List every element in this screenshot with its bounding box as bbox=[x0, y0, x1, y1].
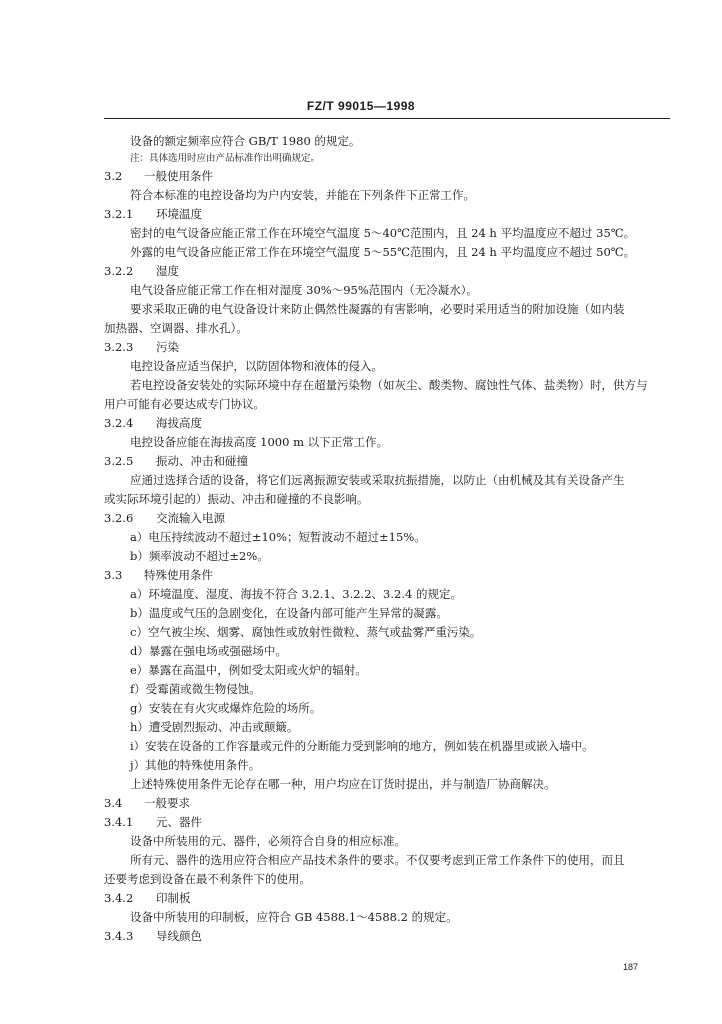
body-text-line: 所有元、器件的选用应符合相应产品技术条件的要求。不仅要考虑到正常工作条件下的使用，而且 bbox=[130, 853, 625, 867]
standard-code-header: FZ/T 99015—1998 bbox=[306, 99, 416, 113]
section-title: 污染 bbox=[156, 340, 179, 354]
section-title: 导线颜色 bbox=[156, 929, 202, 943]
body-text-line: 电气设备应能正常工作在相对湿度 30%～95%范围内（无冷凝水）。 bbox=[130, 283, 479, 297]
section-number: 3.2.4 bbox=[104, 416, 134, 430]
section-title: 海拔高度 bbox=[156, 416, 202, 430]
section-title: 湿度 bbox=[156, 264, 179, 278]
body-text-line: 符合本标准的电控设备均为户内安装，并能在下列条件下正常工作。 bbox=[130, 188, 475, 202]
list-item: d）暴露在强电场或强磁场中。 bbox=[130, 644, 287, 658]
list-item: a）环境温度、湿度、海拔不符合 3.2.1、3.2.2、3.2.4 的规定。 bbox=[130, 587, 462, 601]
list-item: b）频率波动不超过±2%。 bbox=[130, 549, 269, 563]
section-number: 3.2.5 bbox=[104, 454, 134, 468]
body-text-line: 外露的电气设备应能正常工作在环境空气温度 5～55℃范围内，且 24 h 平均温度应不超过 50℃。 bbox=[130, 245, 636, 259]
section-heading-3-2 bbox=[104, 169, 213, 183]
list-item: h）遭受剧烈振动、冲击或颠簸。 bbox=[130, 720, 299, 734]
section-heading-3-4 bbox=[104, 796, 190, 810]
list-item: j）其他的特殊使用条件。 bbox=[130, 758, 261, 772]
section-heading-3-2-3 bbox=[104, 340, 179, 354]
section-heading-3-2-4 bbox=[104, 416, 202, 430]
body-text-line: 设备的额定频率应符合 GB/T 1980 的规定。 bbox=[130, 134, 361, 148]
body-text-line: 电控设备应能在海拔高度 1000 m 以下正常工作。 bbox=[130, 435, 389, 449]
body-text-line: 还要考虑到设备在最不利条件下的使用。 bbox=[104, 872, 311, 886]
section-title: 振动、冲击和碰撞 bbox=[156, 454, 248, 468]
list-item: g）安装在有火灾或爆炸危险的场所。 bbox=[130, 701, 322, 715]
section-number: 3.4.2 bbox=[104, 891, 134, 905]
section-title: 交流输入电源 bbox=[156, 511, 225, 525]
body-text-line: 电控设备应适当保护，以防固体物和液体的侵入。 bbox=[130, 359, 383, 373]
section-title: 特殊使用条件 bbox=[144, 568, 213, 582]
section-number: 3.2.1 bbox=[104, 207, 134, 221]
section-number: 3.2.6 bbox=[104, 511, 134, 525]
body-text-line: 若电控设备安装处的实际环境中存在超量污染物（如灰尘、酸类物、腐蚀性气体、盐类物）时，供方与 bbox=[130, 378, 648, 392]
section-heading-3-2-6 bbox=[104, 511, 225, 525]
section-number: 3.3 bbox=[104, 568, 123, 582]
body-text-line: 上述特殊使用条件无论存在哪一种，用户均应在订货时提出，并与制造厂协商解决。 bbox=[130, 777, 556, 791]
list-item: b）温度或气压的急剧变化，在设备内部可能产生异常的凝露。 bbox=[130, 606, 448, 620]
list-item: i）安装在设备的工作容量或元件的分断能力受到影响的地方，例如装在机器里或嵌入墙中。 bbox=[130, 739, 594, 753]
body-text-line: 用户可能有必要达成专门协议。 bbox=[104, 397, 265, 411]
section-heading-3-2-5 bbox=[104, 454, 248, 468]
section-title: 环境温度 bbox=[156, 207, 202, 221]
section-heading-3-4-3 bbox=[104, 929, 202, 943]
list-item: f）受霉菌或微生物侵蚀。 bbox=[130, 682, 261, 696]
section-heading-3-2-1 bbox=[104, 207, 202, 221]
section-number: 3.4.1 bbox=[104, 815, 134, 829]
body-text-line: 设备中所装用的印制板，应符合 GB 4588.1～4588.2 的规定。 bbox=[130, 910, 458, 924]
body-text-line: 要求采取正确的电气设备设计来防止偶然性凝露的有害影响，必要时采用适当的附加设施（如内装 bbox=[130, 302, 625, 316]
list-item: e）暴露在高温中，例如受太阳或火炉的辐射。 bbox=[130, 663, 367, 677]
section-heading-3-2-2 bbox=[104, 264, 179, 278]
section-number: 3.2.2 bbox=[104, 264, 134, 278]
section-number: 3.2 bbox=[104, 169, 123, 183]
section-number: 3.2.3 bbox=[104, 340, 134, 354]
body-text-line: 密封的电气设备应能正常工作在环境空气温度 5～40℃范围内，且 24 h 平均温度应不超过 35℃。 bbox=[130, 226, 636, 240]
list-item: a）电压持续波动不超过±10%；短暂波动不超过±15%。 bbox=[130, 530, 426, 544]
body-text-line: 或实际环境引起的）振动、冲击和碰撞的不良影响。 bbox=[104, 492, 369, 506]
body-text-line: 应通过选择合适的设备，将它们远离振源安装或采取抗振措施，以防止（由机械及其有关设备产生 bbox=[130, 473, 625, 487]
section-heading-3-3 bbox=[104, 568, 213, 582]
body-text-line: 加热器、空调器、排水孔）。 bbox=[104, 321, 248, 335]
section-title: 元、器件 bbox=[156, 815, 202, 829]
section-heading-3-4-1 bbox=[104, 815, 202, 829]
note-line: 注：具体选用时应由产品标准作出明确规定。 bbox=[130, 153, 321, 164]
body-text-line: 设备中所装用的元、器件，必须符合自身的相应标准。 bbox=[130, 834, 406, 848]
section-title: 一般使用条件 bbox=[144, 169, 213, 183]
section-title: 印制板 bbox=[156, 891, 191, 905]
header-rule bbox=[104, 118, 670, 119]
section-heading-3-4-2 bbox=[104, 891, 191, 905]
page-number: 187 bbox=[623, 962, 639, 972]
list-item: c）空气被尘埃、烟雾、腐蚀性或放射性微粒、蒸气或盐雾严重污染。 bbox=[130, 625, 482, 639]
section-number: 3.4 bbox=[104, 796, 123, 810]
section-title: 一般要求 bbox=[144, 796, 190, 810]
section-number: 3.4.3 bbox=[104, 929, 134, 943]
